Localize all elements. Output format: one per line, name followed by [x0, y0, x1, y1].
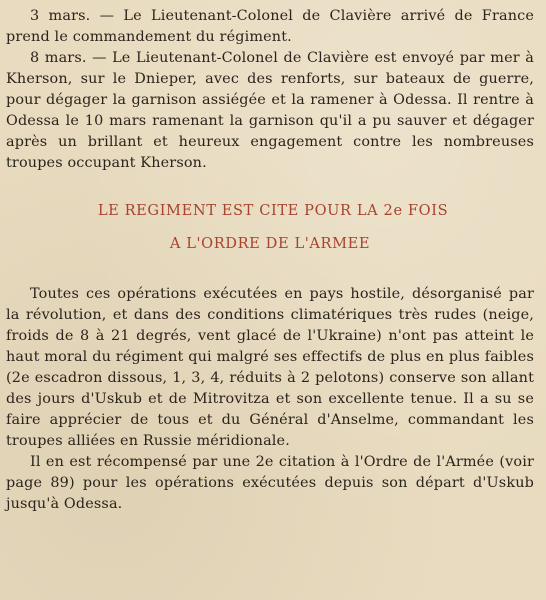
spacer: [6, 254, 534, 284]
citation-headline-line2: A L'ORDRE DE L'ARMEE: [169, 235, 371, 252]
paragraph-recompense: Il en est récompensé par une 2e citation à l'Ordre de l'Armée (voir page 89) pour les opérations exécutées depuis son départ d'Uskub jusqu'à Odessa.: [6, 454, 534, 512]
paragraph-8-mars: 8 mars. — Le Lieutenant-Colonel de Clavière est envoyé par mer à Kherson, sur le Dnieper, avec des renforts, sur bateaux de guerre, pour dégager la garnison assiégée et la ramener à Odessa. Il rentre à Odessa le 10 mars ramenant la garnison qu'il a pu sauver et dégager après un brillant et heureux engagement contre les nombreuses troupes occupant Kherson.: [6, 50, 534, 171]
citation-headline-line1: LE REGIMENT EST CITE POUR LA 2e FOIS: [97, 202, 449, 219]
paragraph-operations: Toutes ces opérations exécutées en pays hostile, désorganisé par la révolution, et dans des conditions climatériques très rudes (neige, froids de 8 à 21 degrés, vent glacé de l'Ukraine) n'ont pas atteint le haut moral du régiment qui malgré ses effectifs de plus en plus faibles (2e escadron dissous, 1, 3, 4, réduits à 2 pelotons) conserve son allant des jours d'Uskub et de Mitrovitza et son excellente tenue. Il a su se faire apprécier de tous et du Général d'Anselme, commandant les troupes alliées en Russie méridionale.: [6, 286, 534, 449]
paragraph-3-mars: 3 mars. — Le Lieutenant-Colonel de Clavière arrivé de France prend le commandement du régiment.: [6, 8, 534, 45]
